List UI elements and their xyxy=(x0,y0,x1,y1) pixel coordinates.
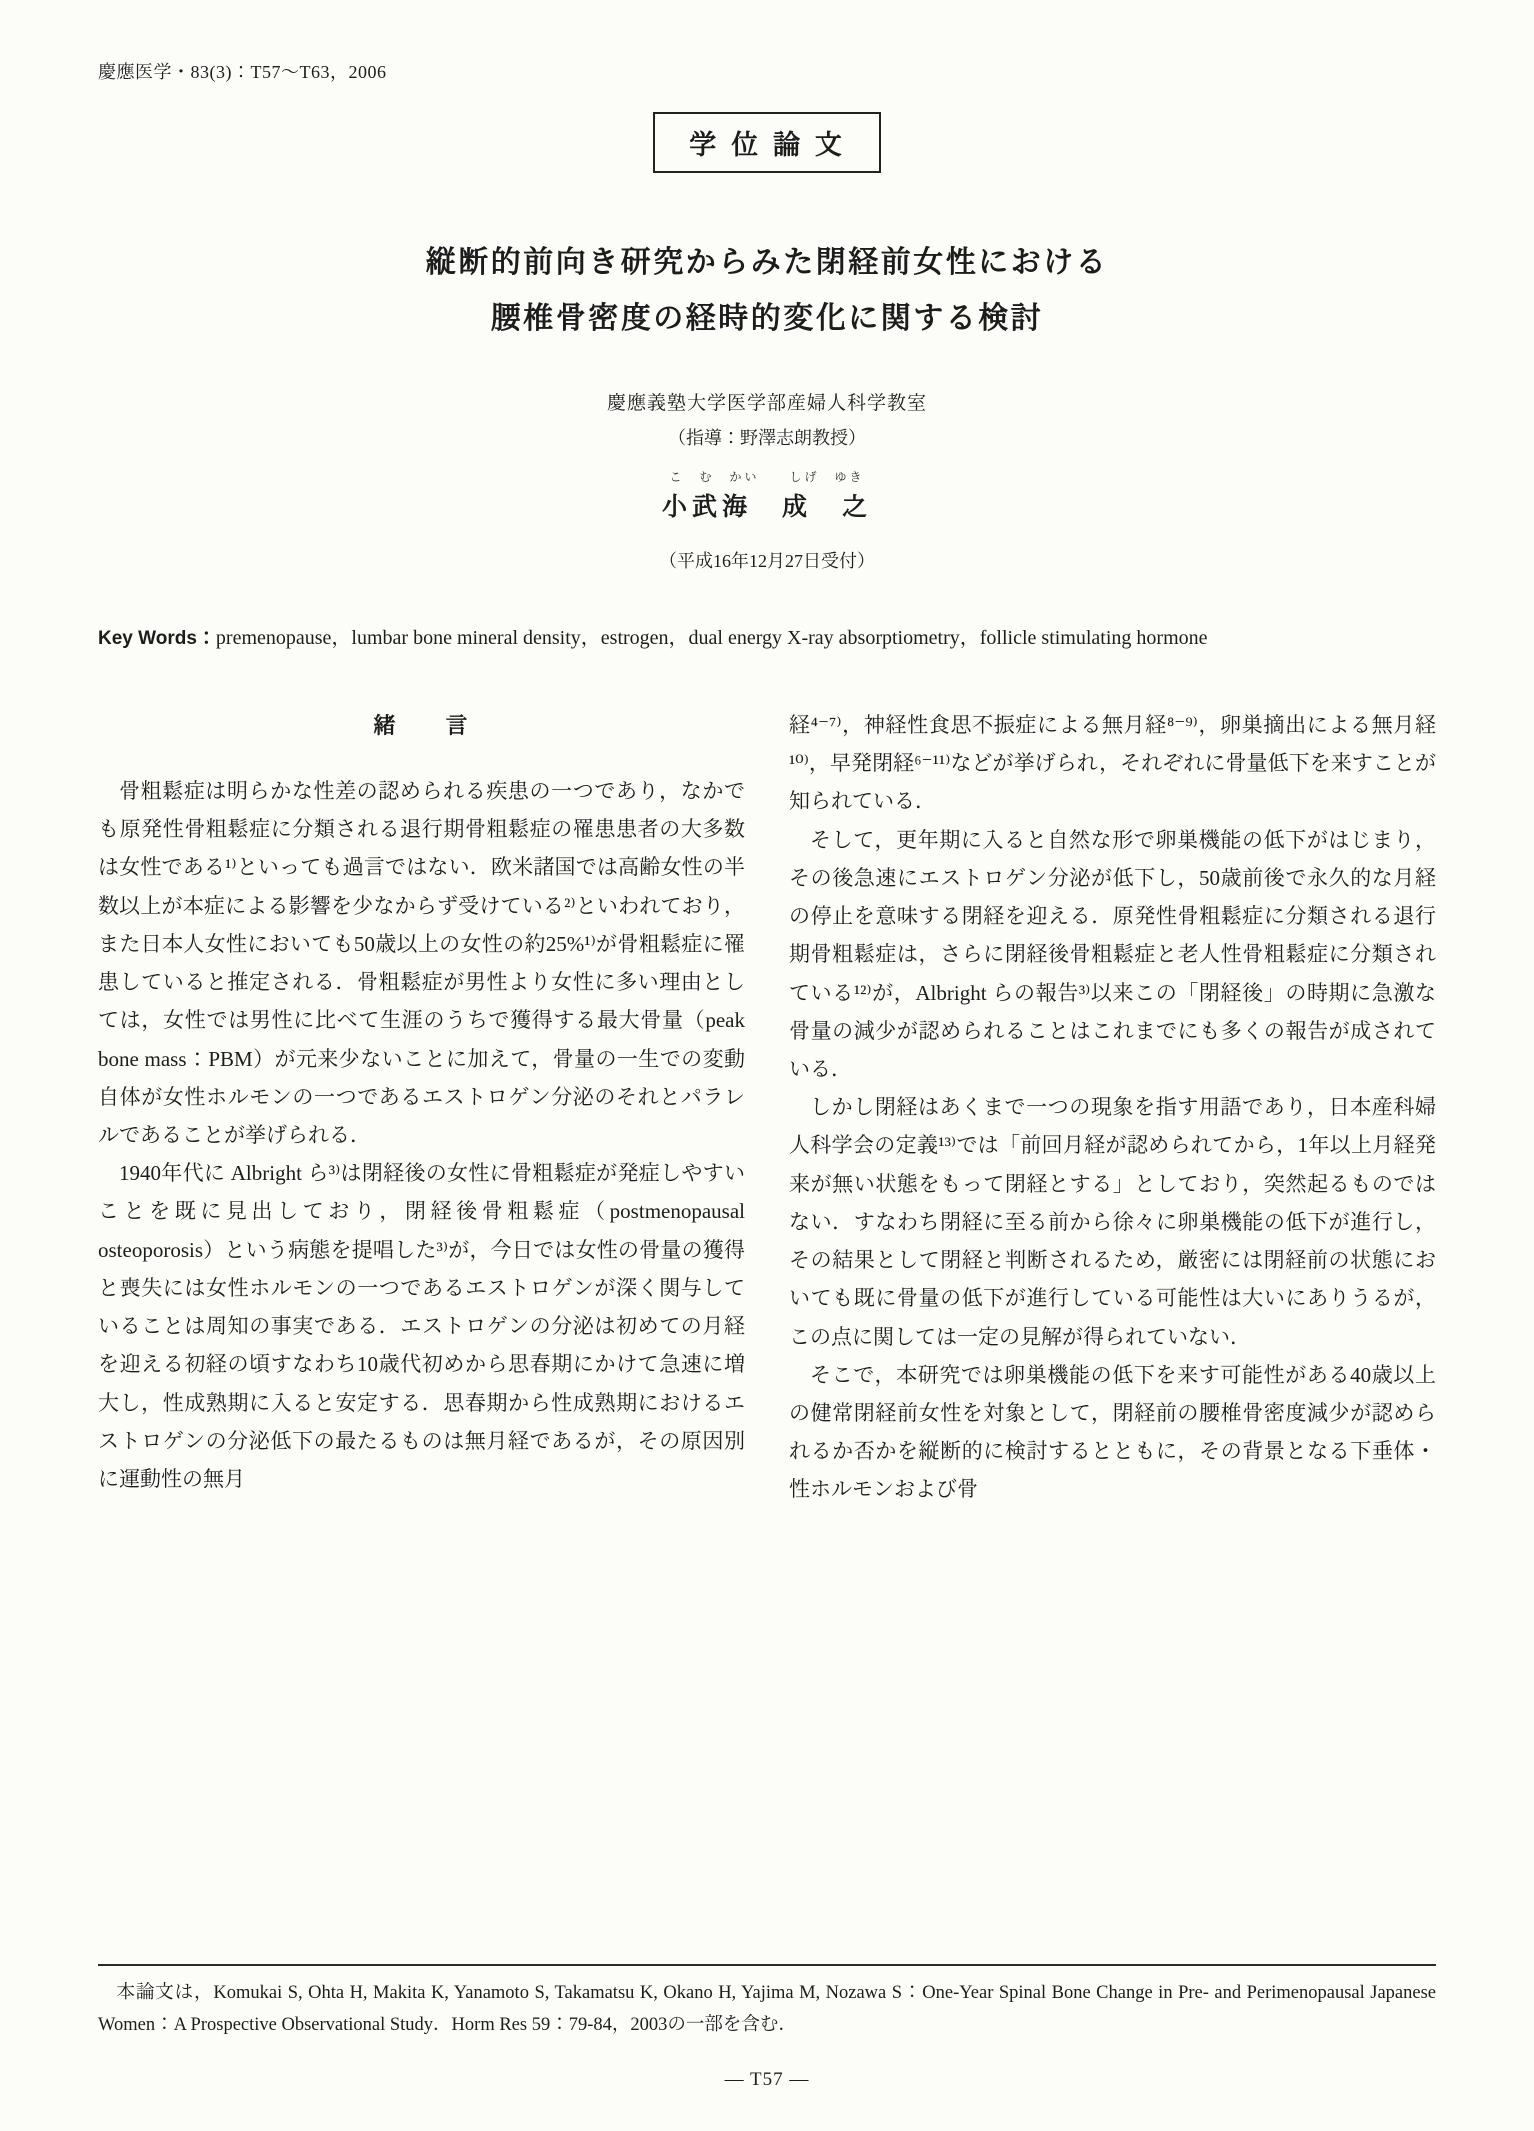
paragraph: そこで，本研究では卵巣機能の低下を来す可能性がある40歳以上の健常閉経前女性を対象として，閉経前の腰椎骨密度減少が認められるか否かを縦断的に検討するとともに，その背景となる下垂体・性ホルモンおよび骨 xyxy=(789,1362,1436,1502)
author-block xyxy=(98,468,1436,523)
body-columns xyxy=(98,706,1436,1509)
article-title xyxy=(98,235,1436,346)
supervisor-note: （指導：野澤志朗教授） xyxy=(668,428,866,448)
paragraph: 骨粗鬆症は明らかな性差の認められる疾患の一つであり，なかでも原発性骨粗鬆症に分類される退行期骨粗鬆症の罹患患者の大多数は女性である¹⁾といっても過言ではない．欧米諸国では高齢女性の半数以上が本症による影響を少なからず受けている²⁾といわれており，また日本人女性においても50歳以上の女性の約25%¹⁾が骨粗鬆症に罹患していると推定される．骨粗鬆症が男性より女性に多い理由としては，女性では男性に比べて生涯のうちで獲得する最大骨量（peak bone mass：PBM）が元来少ないことに加えて，骨量の一生での変動自体が女性ホルモンの一つであるエストロゲン分泌のそれとパラレルであることが挙げられる． xyxy=(98,779,745,1147)
paragraph: しかし閉経はあくまで一つの現象を指す用語であり，日本産科婦人科学会の定義¹³⁾では「前回月経が認められてから，1年以上月経発来が無い状態をもって閉経とする」としており，突然起るものではない．すなわち閉経に至る前から徐々に卵巣機能の低下が進行し，その結果として閉経と判断されるため，厳密には閉経前の状態においても既に骨量の低下が進行している可能性は大いにありうるが，この点に関しては一定の見解が得られていない． xyxy=(789,1095,1436,1349)
right-column xyxy=(789,706,1436,1509)
keywords-text: premenopause，lumbar bone mineral density，estrogen，dual energy X-ray absorptiometry，follicle stimulating hormone xyxy=(215,627,1208,649)
article-title-line2: 腰椎骨密度の経時的変化に関する検討 xyxy=(490,301,1044,335)
left-column xyxy=(98,706,745,1509)
category-box-wrap xyxy=(98,112,1436,173)
article-category-box: 学位論文 xyxy=(653,112,880,173)
footnote-citation: 本論文は，Komukai S, Ohta H, Makita K, Yanamoto S, Takamatsu K, Okano H, Yajima M, Nozawa S：One-Year Spinal Bone Change in Pre- and Perimenopausal Japanese Women：A Prospective Observational Study．Horm Res 59：79-84，2003の一部を含む． xyxy=(98,1983,1436,2035)
keywords-label: Key Words： xyxy=(98,628,216,649)
author-furigana: こ む かい しげ ゆき xyxy=(669,470,865,484)
paragraph: そして，更年期に入ると自然な形で卵巣機能の低下がはじまり，その後急速にエストロゲン分泌が低下し，50歳前後で永久的な月経の停止を意味する閉経を迎える．原発性骨粗鬆症に分類される退行期骨粗鬆症は，さらに閉経後骨粗鬆症と老人性骨粗鬆症に分類されている¹²⁾が，Albright らの報告³⁾以来この「閉経後」の時期に急激な骨量の減少が認められることはこれまでにも多くの報告が成されている． xyxy=(789,827,1436,1081)
paragraph-continuation: 経⁴⁻⁷⁾，神経性食思不振症による無月経⁸⁻⁹⁾，卵巣摘出による無月経¹⁰⁾，早発閉経⁶⁻¹¹⁾などが挙げられ，それぞれに骨量低下を来すことが知られている． xyxy=(789,713,1436,814)
section-heading-introduction: 緒 言 xyxy=(373,713,470,738)
keywords-block xyxy=(98,621,1436,656)
article-title-line1: 縦断的前向き研究からみた閉経前女性における xyxy=(425,246,1109,279)
author-name: 小武海 成 之 xyxy=(661,494,872,521)
paragraph: 1940年代に Albright ら³⁾は閉経後の女性に骨粗鬆症が発症しやすいことを既に見出しており，閉経後骨粗鬆症（postmenopausal osteoporosis）という病態を提唱した³⁾が，今日では女性の骨量の獲得と喪失には女性ホルモンの一つであるエストロゲンが深く関与していることは周知の事実である．エストロゲンの分泌は初めての月経を迎える初経の頃すなわち10歳代初めから思春期にかけて急速に増大し，性成熟期に入ると安定する．思春期から性成熟期におけるエストロゲンの分泌低下の最たるものは無月経であるが，その原因別に運動性の無月 xyxy=(98,1161,745,1491)
received-date: （平成16年12月27日受付） xyxy=(659,551,875,571)
footnote-block xyxy=(98,1964,1436,2041)
page-number: — T57 — xyxy=(724,2069,810,2090)
journal-citation-header: 慶應医学・83(3)：T57～T63，2006 xyxy=(98,62,387,82)
affiliation: 慶應義塾大学医学部産婦人科学教室 xyxy=(606,393,927,414)
